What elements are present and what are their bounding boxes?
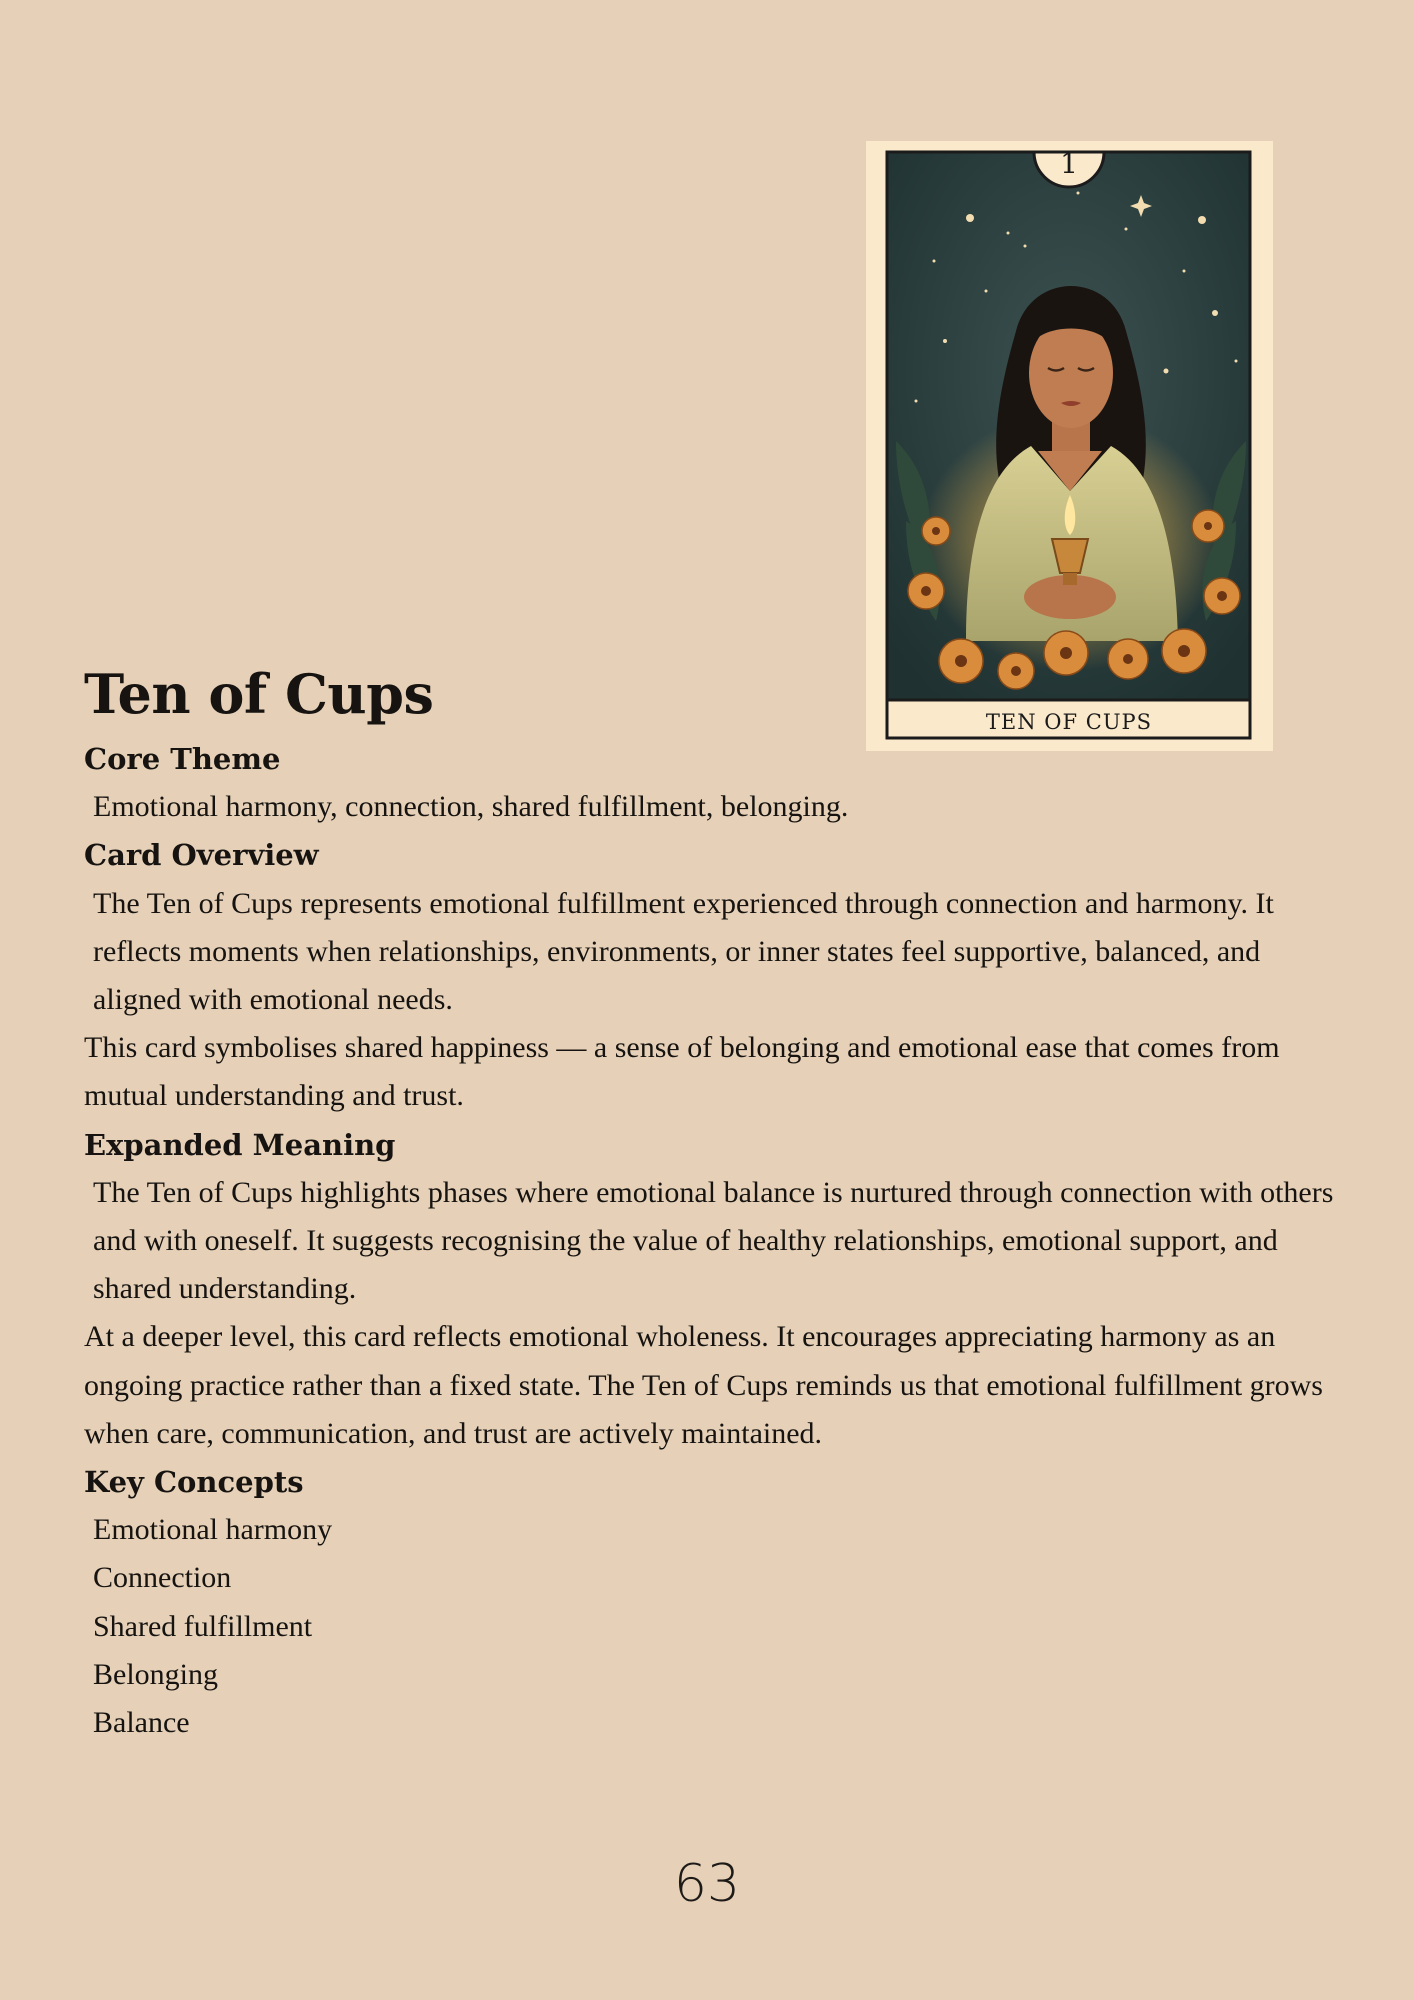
card-overview-heading: Card Overview: [84, 838, 319, 873]
expanded-meaning-heading: Expanded Meaning: [84, 1127, 396, 1162]
tarot-card-art: [866, 141, 1273, 751]
key-concept-item: Belonging: [93, 1657, 218, 1691]
card-label: TEN OF CUPS: [985, 710, 1153, 734]
page-content: [84, 735, 1344, 1747]
key-concept-item: Emotional harmony: [93, 1513, 333, 1547]
tarot-card-illustration: [866, 141, 1273, 751]
key-concept-item: Shared fulfillment: [93, 1609, 313, 1643]
page-number: 63: [673, 1854, 741, 1914]
expanded-meaning-paragraph-1: The Ten of Cups highlights phases where emotional balance is nurtured through connection with others and with oneself. It suggests recognising the value of healthy relationships, emotional support, and shared understanding.: [93, 1175, 1334, 1306]
core-theme-heading: Core Theme: [84, 742, 281, 776]
card-overview-paragraph-1: The Ten of Cups represents emotional fulfillment experienced through connection and harmony. It reflects moments when relationships, environments, or inner states feel supportive, balanced, and aligned with emotional needs.: [93, 886, 1274, 1017]
key-concepts-heading: Key Concepts: [84, 1465, 304, 1500]
key-concept-item: Balance: [93, 1706, 190, 1740]
card-number: 1: [1060, 147, 1078, 180]
page-title: Ten of Cups: [84, 662, 434, 726]
core-theme-text: Emotional harmony, connection, shared fulfillment, belonging.: [93, 790, 849, 824]
card-overview-paragraph-2: This card symbolises shared happiness — a sense of belonging and emotional ease that comes from mutual understanding and trust.: [84, 1031, 1280, 1113]
expanded-meaning-paragraph-2: At a deeper level, this card reflects emotional wholeness. It encourages appreciating harmony as an ongoing practice rather than a fixed state. The Ten of Cups reminds us that emotional fulfillment grows when care, communication, and trust are actively maintained.: [84, 1320, 1323, 1450]
key-concept-item: Connection: [93, 1561, 232, 1595]
